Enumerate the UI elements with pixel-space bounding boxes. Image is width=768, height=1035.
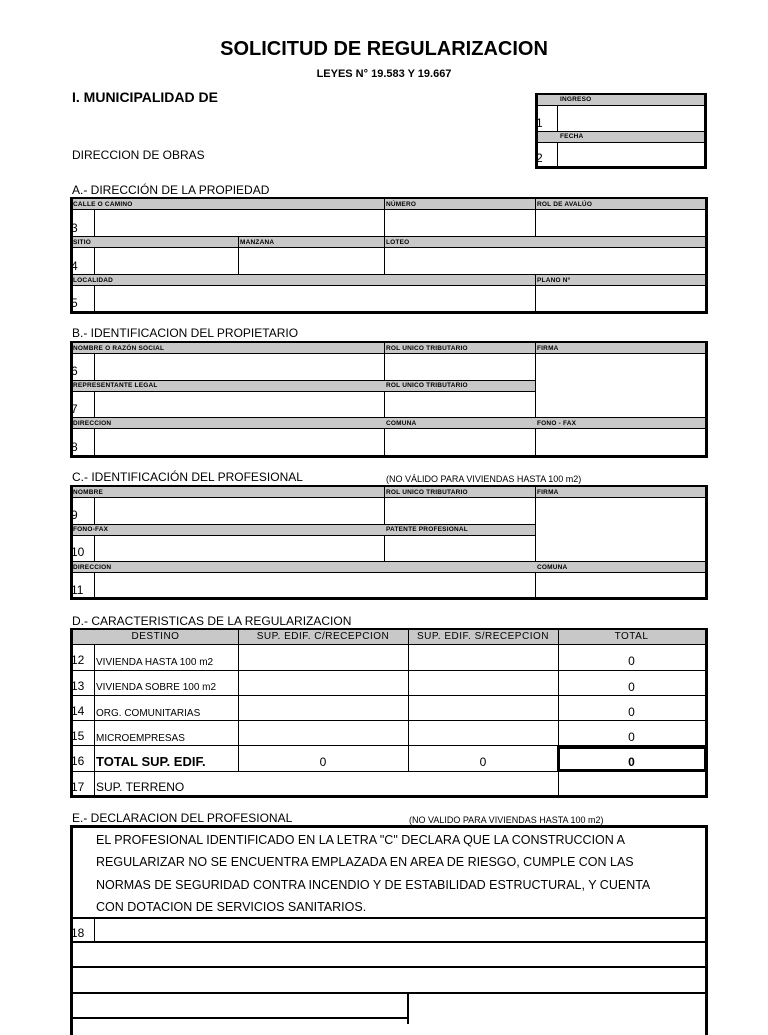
destino-vivienda-hasta: VIVIENDA HASTA 100 m2 <box>96 657 214 668</box>
numero-label: NÚMERO <box>386 201 417 208</box>
rut2-label: ROL UNICO TRIBUTARIO <box>386 382 468 389</box>
nombre-profesional-field[interactable] <box>95 498 384 524</box>
row-number: 8 <box>71 440 78 454</box>
destino-vivienda-sobre: VIVIENDA SOBRE 100 m2 <box>96 682 217 693</box>
vivienda-sobre-c-field[interactable] <box>239 671 408 695</box>
declaracion-extra-field[interactable] <box>73 994 407 1017</box>
firma-label: FIRMA <box>537 489 559 496</box>
ingreso-label: INGRESO <box>560 96 592 103</box>
rol-avaluo-field[interactable] <box>536 210 705 237</box>
org-s-field[interactable] <box>409 696 558 720</box>
rut-propietario-field[interactable] <box>385 354 535 380</box>
firma-profesional-field[interactable] <box>536 498 705 562</box>
fecha-field[interactable] <box>558 143 704 166</box>
sup-terreno-field[interactable] <box>95 772 558 795</box>
nombre-label: NOMBRE <box>73 489 104 496</box>
localidad-field[interactable] <box>95 286 535 311</box>
manzana-label: MANZANA <box>240 239 275 246</box>
micro-s-field[interactable] <box>409 721 558 745</box>
calle-field[interactable] <box>95 210 384 237</box>
row-number: 4 <box>71 259 78 273</box>
declaracion-extra-field[interactable] <box>73 968 705 992</box>
row-number: 14 <box>71 704 85 718</box>
fono-propietario-field[interactable] <box>536 429 705 455</box>
loteo-label: LOTEO <box>386 239 410 246</box>
row-number: 16 <box>71 754 85 768</box>
col-s-recepcion: SUP. EDIF. S/RECEPCION <box>417 631 549 642</box>
page-title: SOLICITUD DE REGULARIZACION <box>220 38 548 60</box>
row-number: 15 <box>71 729 85 743</box>
ingreso-field[interactable] <box>558 106 704 131</box>
section-d-title: D.- CARACTERISTICAS DE LA REGULARIZACION <box>72 614 352 628</box>
rut-label: ROL UNICO TRIBUTARIO <box>386 345 468 352</box>
destino-org-comunitarias: ORG. COMUNITARIAS <box>96 708 201 719</box>
nombre-razon-label: NOMBRE O RAZÓN SOCIAL <box>73 345 165 352</box>
total-value: 0 <box>628 680 635 694</box>
direccion-label: DIRECCION <box>73 564 112 571</box>
vivienda-hasta-c-field[interactable] <box>239 646 408 670</box>
total-sup-edif-label: TOTAL SUP. EDIF. <box>96 754 206 769</box>
fono-label: FONO-FAX <box>73 526 109 533</box>
plano-field[interactable] <box>536 286 705 311</box>
col-total: TOTAL <box>614 631 649 642</box>
numero-field[interactable] <box>385 210 535 237</box>
fono-profesional-field[interactable] <box>95 536 384 562</box>
loteo-field[interactable] <box>385 248 705 274</box>
rut-representante-field[interactable] <box>385 392 535 417</box>
comuna-label: COMUNA <box>537 564 568 571</box>
row-number: 12 <box>71 653 85 667</box>
calle-label: CALLE O CAMINO <box>73 201 133 208</box>
patente-label: PATENTE PROFESIONAL <box>386 526 468 533</box>
direccion-obras-label: DIRECCION DE OBRAS <box>72 148 205 162</box>
section-e-note: (NO VALIDO PARA VIVIENDAS HASTA 100 m2) <box>409 815 604 825</box>
vivienda-sobre-s-field[interactable] <box>409 671 558 695</box>
sup-terreno-label: SUP. TERRENO <box>96 780 185 794</box>
row-number: 17 <box>71 780 85 794</box>
row-number: 7 <box>71 402 78 416</box>
row-number: 6 <box>71 364 78 378</box>
page-subtitle: LEYES N° 19.583 Y 19.667 <box>316 68 452 80</box>
row-number: 9 <box>71 508 78 522</box>
declaracion-field[interactable] <box>95 919 705 941</box>
section-a-title: A.- DIRECCIÓN DE LA PROPIEDAD <box>72 183 270 197</box>
plano-label: PLANO Nº <box>537 277 571 284</box>
fono-label: FONO - FAX <box>537 420 577 427</box>
comuna-profesional-field[interactable] <box>536 573 705 597</box>
fecha-label: FECHA <box>560 133 584 140</box>
row-number: 2 <box>536 151 543 165</box>
section-b-title: B.- IDENTIFICACION DEL PROPIETARIO <box>72 326 299 340</box>
sitio-label: SITIO <box>73 239 91 246</box>
nombre-propietario-field[interactable] <box>95 354 384 380</box>
declaracion-line: REGULARIZAR NO SE ENCUENTRA EMPLAZADA EN AREA DE RIESGO, CUMPLE CON LAS <box>96 855 634 869</box>
direccion-propietario-field[interactable] <box>95 429 384 455</box>
row-number: 11 <box>71 583 84 597</box>
firma-propietario-field[interactable] <box>536 354 705 417</box>
declaracion-extra-field[interactable] <box>73 943 705 966</box>
vivienda-hasta-s-field[interactable] <box>409 646 558 670</box>
row-number: 3 <box>71 221 78 235</box>
comuna-propietario-field[interactable] <box>385 429 535 455</box>
section-c-note: (NO VÁLIDO PARA VIVIENDAS HASTA 100 m2) <box>386 474 582 484</box>
declaracion-line: EL PROFESIONAL IDENTIFICADO EN LA LETRA "C" DECLARA QUE LA CONSTRUCCION A <box>96 833 625 847</box>
direccion-label: DIRECCION <box>73 420 112 427</box>
representante-field[interactable] <box>95 392 384 417</box>
firma-label: FIRMA <box>537 345 559 352</box>
total-value: 0 <box>628 705 635 719</box>
row-number: 18 <box>71 926 85 940</box>
row-number: 1 <box>536 116 543 130</box>
total-value: 0 <box>628 654 635 668</box>
section-e-title: E.- DECLARACION DEL PROFESIONAL <box>72 811 293 825</box>
total-total-value: 0 <box>628 755 635 769</box>
destino-microempresas: MICROEMPRESAS <box>96 733 185 744</box>
row-number: 13 <box>71 679 85 693</box>
org-c-field[interactable] <box>239 696 408 720</box>
total-value: 0 <box>628 730 635 744</box>
sitio-field[interactable] <box>95 248 238 274</box>
patente-field[interactable] <box>385 536 535 562</box>
declaracion-line: CON DOTACION DE SERVICIOS SANITARIOS. <box>96 900 367 914</box>
micro-c-field[interactable] <box>239 721 408 745</box>
rut-profesional-field[interactable] <box>385 498 535 524</box>
total-c-value: 0 <box>319 755 327 769</box>
rol-avaluo-label: ROL DE AVALÚO <box>537 201 593 208</box>
rut-label: ROL UNICO TRIBUTARIO <box>386 489 468 496</box>
direccion-profesional-field[interactable] <box>95 573 535 597</box>
declaracion-extra-field[interactable] <box>409 994 705 1024</box>
col-destino: DESTINO <box>131 631 180 642</box>
comuna-label: COMUNA <box>386 420 417 427</box>
row-number: 10 <box>71 545 85 559</box>
total-s-value: 0 <box>479 755 487 769</box>
section-c-title: C.- IDENTIFICACIÓN DEL PROFESIONAL <box>72 470 303 484</box>
row-number: 5 <box>71 296 78 310</box>
municipalidad-label: I. MUNICIPALIDAD DE <box>72 89 218 105</box>
declaracion-line: NORMAS DE SEGURIDAD CONTRA INCENDIO Y DE ESTABILIDAD ESTRUCTURAL, Y CUENTA <box>96 878 651 892</box>
representante-label: REPRESENTANTE LEGAL <box>73 382 158 389</box>
localidad-label: LOCALIDAD <box>73 277 114 284</box>
manzana-field[interactable] <box>239 248 384 274</box>
col-c-recepcion: SUP. EDIF. C/RECEPCION <box>256 631 390 642</box>
